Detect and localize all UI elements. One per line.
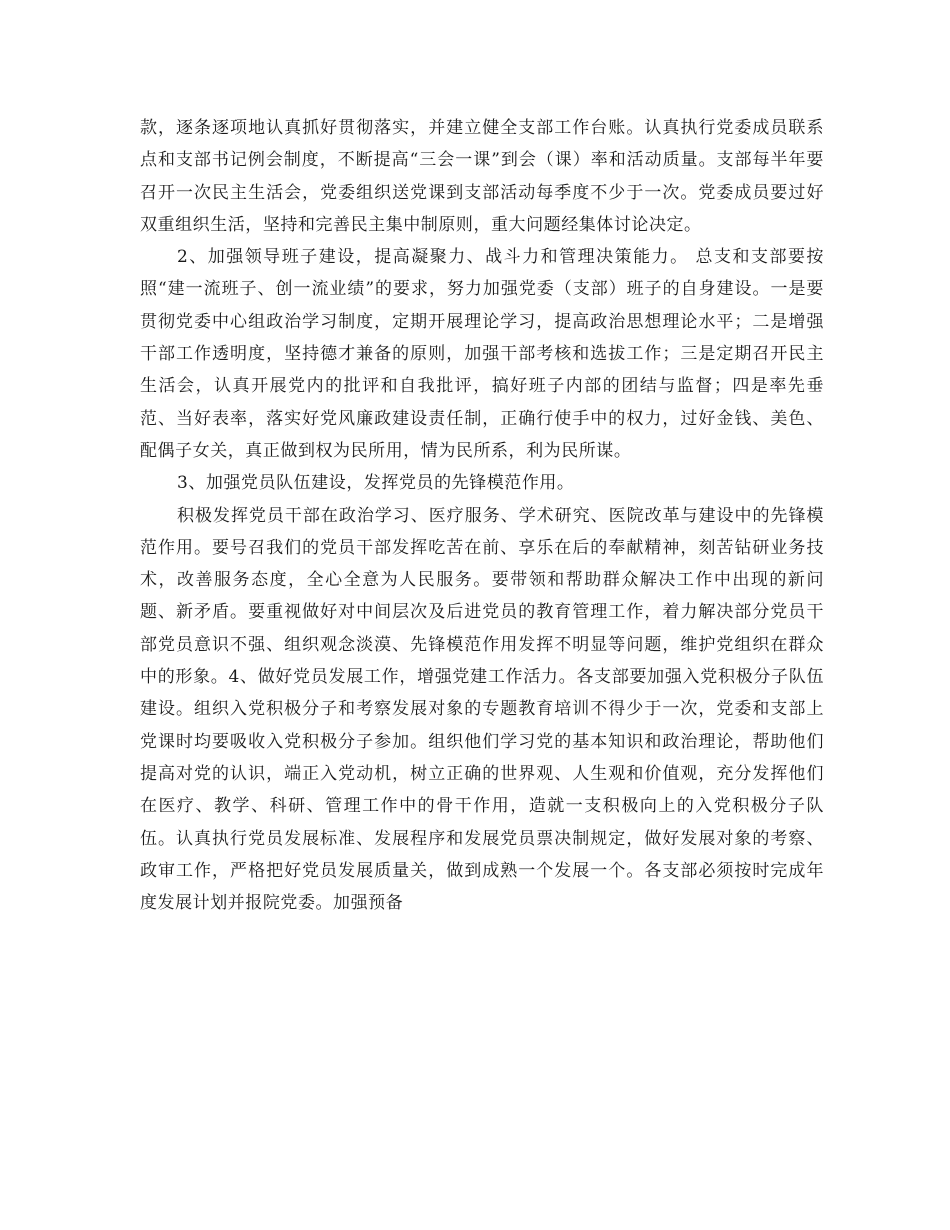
paragraph-4: 积极发挥党员干部在政治学习、医疗服务、学术研究、医院改革与建设中的先锋模范作用。要号召我们的党员干部发挥吃苦在前、享乐在后的奉献精神，刻苦钻研业务技术，改善服务态度，全心全意为人民服务。要带领和帮助群众解决工作中出现的新问题、新矛盾。要重视做好对中间层次及后进党员的教育管理工作，着力解决部分党员干部党员意识不强、组织观念淡漠、先锋模范作用发挥不明显等问题，维护党组织在群众中的形象。4、做好党员发展工作，增强党建工作活力。各支部要加强入党积极分子队伍建设。组织入党积极分子和考察发展对象的专题教育培训不得少于一次，党委和支部上党课时均要吸收入党积极分子参加。组织他们学习党的基本知识和政治理论，帮助他们提高对党的认识，端正入党动机，树立正确的世界观、人生观和价值观，充分发挥他们在医疗、教学、科研、管理工作中的骨干作用，造就一支积极向上的入党积极分子队伍。认真执行党员发展标准、发展程序和发展党员票决制规定，做好发展对象的考察、政审工作，严格把好党员发展质量关，做到成熟一个发展一个。各支部必须按时完成年度发展计划并报院党委。加强预备 — [140, 505, 824, 914]
document-body — [140, 112, 824, 919]
paragraph-1: 款，逐条逐项地认真抓好贯彻落实，并建立健全支部工作台账。认真执行党委成员联系点和支部书记例会制度，不断提高“三会一课”到会（课）率和活动质量。支部每半年要召开一次民主生活会，党委组织送党课到支部活动每季度不少于一次。党委成员要过好双重组织生活，坚持和完善民主集中制原则，重大问题经集体讨论决定。 — [140, 118, 824, 235]
paragraph-2: 2、加强领导班子建设，提高凝聚力、战斗力和管理决策能力。 总支和支部要按照“建一流班子、创一流业绩”的要求，努力加强党委（支部）班子的自身建设。一是要贯彻党委中心组政治学习制度，定期开展理论学习，提高政治思想理论水平；二是增强干部工作透明度，坚持德才兼备的原则，加强干部考核和选拔工作；三是定期召开民主生活会，认真开展党内的批评和自我批评，搞好班子内部的团结与监督；四是率先垂范、当好表率，落实好党风廉政建设责任制，正确行使手中的权力，过好金钱、美色、配偶子女关，真正做到权为民所用，情为民所系，利为民所谋。 — [140, 247, 824, 461]
paragraph-3: 3、加强党员队伍建设，发挥党员的先锋模范作用。 — [177, 473, 575, 494]
